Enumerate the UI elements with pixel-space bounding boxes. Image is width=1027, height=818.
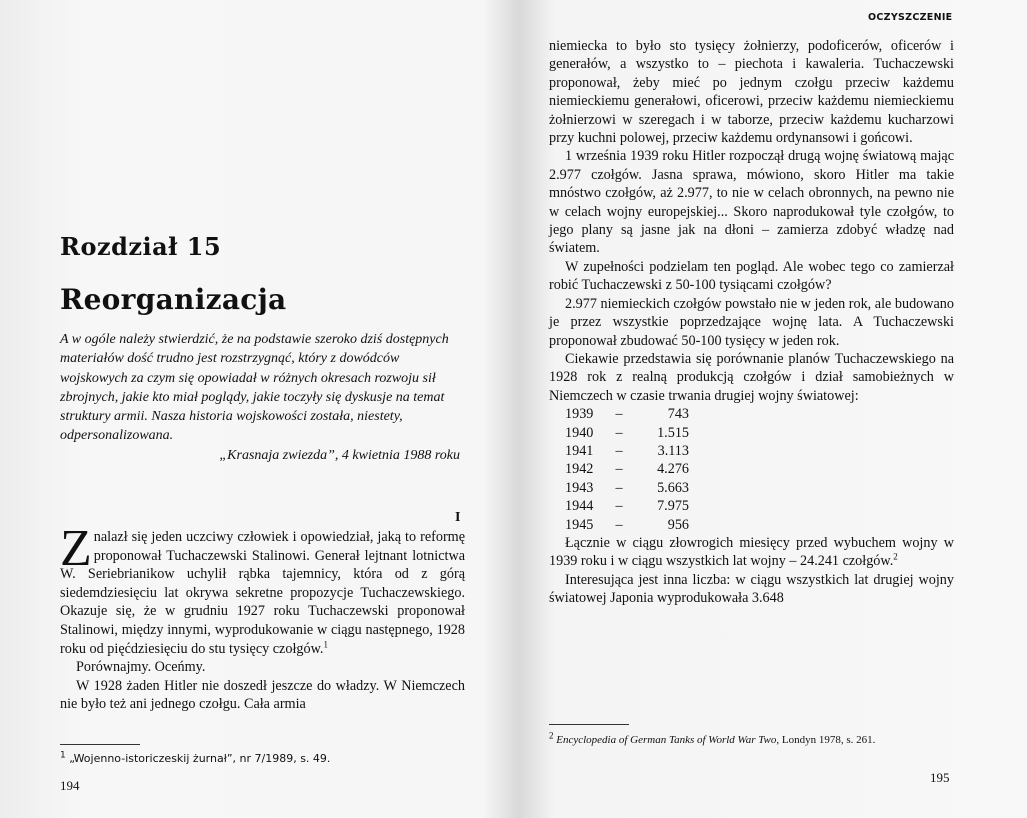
running-head: OCZYSZCZENIE: [868, 12, 953, 23]
epigraph-text: A w ogóle należy stwierdzić, że na podstawie szeroko dziś dostępnych materiałów dość trudno jest rozstrzygnąć, który z dowódców wojskowych za czym się opowiadał w różnych okresach rozwoju sił zbrojnych, jakie kto miał poglądy, jakie toczyły się dyskusje na temat struktury armii. Nasza historia wojskowości została, niestety, odpersonalizowana.: [60, 332, 449, 444]
footnote-title: Encyclopedia of German Tanks of World War Two: [556, 734, 777, 746]
table-row: 1941 – 3.113: [565, 442, 689, 459]
table-row: 1943 – 5.663: [565, 479, 689, 496]
right-body-text: [549, 37, 954, 608]
paragraph: [60, 520, 465, 658]
paragraph: Porównajmy. Oceńmy.: [76, 659, 206, 676]
epigraph: [60, 330, 460, 465]
paragraph: niemiecka to było sto tysięcy żołnierzy, podoficerów, oficerów i generałów, a wszystko to – piechota i kawaleria. Tuchaczewski proponował, żeby mieć po jednym czołgu przeciw każdemu niemieckiemu generałowi, oficerowi, przeciw każdemu niemieckiemu żołnierzowi w szeregach i w taborze, przeciw każdemu kucharzowi przy kuchni polowej, przeciw każdemu ordynansowi i gońcowi.: [549, 38, 954, 147]
chapter-label: Rozdział 15: [60, 232, 222, 261]
paragraph-text: Łącznie w ciągu złowrogich miesięcy przed wybuchem wojny w 1939 roku i w ciągu wszystkich lat wojny – 24.241 czołgów.: [549, 534, 954, 570]
table-row: 1939 – 743: [565, 406, 689, 423]
footnote-ref[interactable]: 1: [323, 638, 328, 649]
section-number: I: [455, 510, 461, 525]
production-table: [565, 405, 689, 534]
paragraph-text: nalazł się jeden uczciwy człowiek i opowiedział, jaką to reformę proponował Tuchaczewski Stalinowi. Generał lejtnant lotnictwa W. Seriebrianikow uchylił rąbka tajemnicy, która od z górą siedemdziesięciu lat okrywa sekretne propozycje Tuchaczewskiego. Okazuje się, że w grudniu 1927 roku Tuchaczewski proponował Stalinowi, między innymi, wyprodukowanie w ciągu następnego, 1928 roku od pięćdziesięciu do stu tysięcy czołgów.: [60, 529, 465, 657]
table-row: 1942 – 4.276: [565, 461, 689, 478]
left-page: [0, 0, 510, 818]
paragraph: 2.977 niemieckich czołgów powstało nie w jeden rok, ale budowano je przez wszystkie poprzedzające wojnę lata. A Tuchaczewski proponował zbudować 50-100 tysięcy w jeden rok.: [549, 295, 954, 349]
drop-cap: Z: [60, 520, 92, 577]
table-row: 1945 – 956: [565, 516, 689, 533]
footnote-divider: [60, 744, 140, 745]
paragraph: W 1928 żaden Hitler nie doszedł jeszcze do władzy. W Niemczech nie było też ani jednego czołgu. Cała armia: [60, 677, 465, 713]
page-number: 194: [60, 778, 80, 793]
footnote-ref[interactable]: 2: [893, 551, 898, 562]
paragraph: 1 września 1939 roku Hitler rozpoczął drugą wojnę światową mając 2.977 czołgów. Jasna sprawa, mówiono, skoro Hitler ma takie mnóstwo czołgów, aż 2.977, to nie w celach obronnych, na pewno nie w celach wojny europejskiej... Skoro naprodukował tyle czołgów, to jego plany są jasne jak na dłoni – zamierza zdobyć władzę nad światem.: [549, 148, 954, 257]
footnote-mark: 1: [60, 750, 66, 761]
epigraph-source: „Krasnaja zwiezda”, 4 kwietnia 1988 roku: [219, 447, 460, 463]
paragraph: Interesująca jest inna liczba: w ciągu wszystkich lat drugiej wojny światowej Japonia wyprodukowała 3.648: [549, 571, 954, 607]
footnote: [60, 752, 460, 766]
chapter-title: Reorganizacja: [60, 283, 287, 316]
paragraph: Ciekawie przedstawia się porównanie planów Tuchaczewskiego na 1928 rok z realną produkcją czołgów i dział samobieżnych w Niemczech w czasie trwania drugiej wojny światowej:: [549, 350, 954, 404]
paragraph: [549, 534, 954, 571]
footnote-divider: [549, 724, 629, 725]
footnote-text: , Londyn 1978, s. 261.: [776, 734, 876, 746]
footnote: [549, 730, 959, 748]
page-number: 195: [930, 770, 950, 785]
table-row: 1944 – 7.975: [565, 498, 689, 515]
paragraph: W zupełności podzielam ten pogląd. Ale wobec tego co zamierzał robić Tuchaczewski z 50-100 tysiącami czołgów?: [549, 258, 954, 294]
footnote-mark: 2: [549, 730, 554, 741]
table-row: 1940 – 1.515: [565, 424, 689, 441]
footnote-text: „Wojenno-istoriczeskij żurnał”, nr 7/1989, s. 49.: [69, 752, 331, 765]
left-body-text: [60, 520, 465, 714]
